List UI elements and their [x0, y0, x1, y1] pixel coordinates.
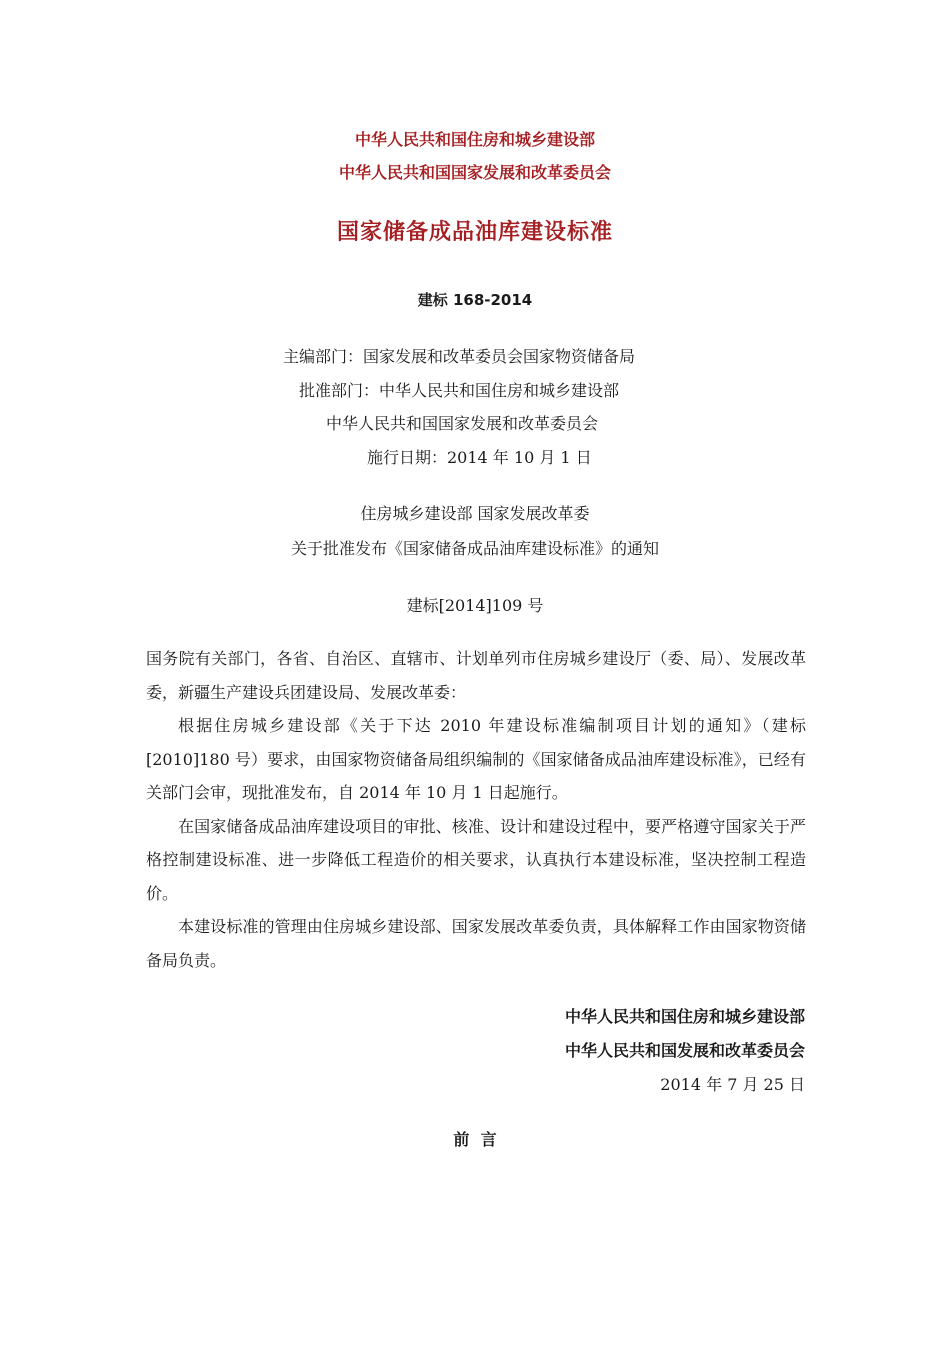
approver-line: [299, 378, 619, 401]
document-number: 建标 168-2014: [417, 291, 533, 309]
body-paragraph-2: 在国家储备成品油库建设项目的审批、核准、设计和建设过程中，要严格遵守国家关于严格控制建设标准、进一步降低工程造价的相关要求，认真执行本建设标准，坚决控制工程造价。: [146, 816, 806, 903]
document-title: 国家储备成品油库建设标准: [336, 220, 613, 245]
notice-senders: 住房城乡建设部 国家发展改革委: [360, 504, 590, 523]
body-paragraph-3: 本建设标准的管理由住房城乡建设部、国家发展改革委负责，具体解释工作由国家物资储备局负责。: [146, 917, 806, 970]
approver-2: 中华人民共和国国家发展和改革委员会: [326, 414, 599, 433]
signature-org-1: 中华人民共和国住房和城乡建设部: [564, 1007, 805, 1026]
editor-department: 主编部门：国家发展和改革委员会国家物资储备局: [283, 347, 636, 366]
effective-date: 施行日期：2014 年 10 月 1 日: [367, 448, 592, 467]
recipients-paragraph: 国务院有关部门，各省、自治区、直辖市、计划单列市住房城乡建设厅（委、局）、发展改革委，新疆生产建设兵团建设局、发展改革委：: [146, 649, 806, 702]
notice-number: 建标[2014]109 号: [406, 596, 544, 615]
notice-title: 关于批准发布《国家储备成品油库建设标准》的通知: [290, 539, 659, 558]
issuer-line-2: 中华人民共和国国家发展和改革委员会: [338, 163, 611, 182]
signature-org-2: 中华人民共和国发展和改革委员会: [564, 1041, 805, 1060]
approver-label: 批准部门：: [299, 381, 380, 400]
signature-date: 2014 年 7 月 25 日: [660, 1075, 805, 1094]
issuer-line-1: 中华人民共和国住房和城乡建设部: [354, 130, 595, 149]
preface-heading: 前 言: [453, 1130, 497, 1149]
notice-body: [146, 642, 806, 977]
body-paragraph-1: 根据住房城乡建设部《关于下达 2010 年建设标准编制项目计划的通知》（建标[2010]180 号）要求，由国家物资储备局组织编制的《国家储备成品油库建设标准》，已经有关部门会审，现批准发布，自 2014 年 10 月 1 日起施行。: [146, 716, 806, 802]
approver-1: 中华人民共和国住房和城乡建设部: [379, 381, 620, 400]
